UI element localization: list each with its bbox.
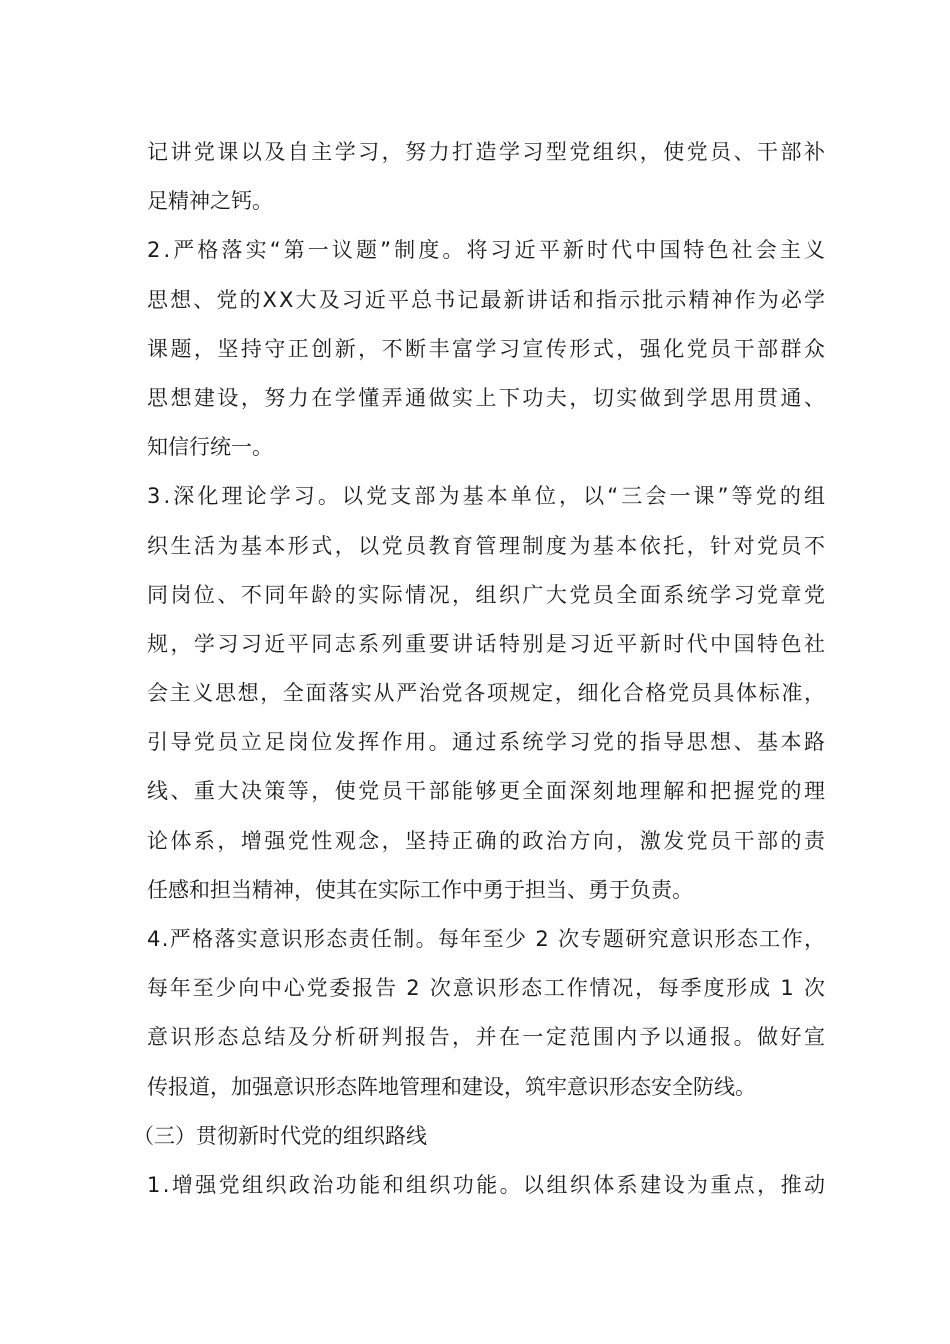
text-line: 1.增强党组织政治功能和组织功能。以组织体系建设为重点，推动 [147,1172,828,1197]
text-line: 引导党员立足岗位发挥作用。通过系统学习党的指导思想、基本路 [147,730,828,755]
text-line: 思想建设，努力在学懂弄通做实上下功夫，切实做到学思用贯通、 [147,385,828,410]
text-line: 2.严格落实“第一议题”制度。将习近平新时代中国特色社会主义 [147,238,829,263]
text-line: 3.深化理论学习。以党支部为基本单位，以“三会一课”等党的组 [147,484,829,509]
text-line: 传报道，加强意识形态阵地管理和建设，筑牢意识形态安全防线。 [147,1074,756,1099]
text-line: 4.严格落实意识形态责任制。每年至少 2 次专题研究意识形态工作， [147,927,827,951]
text-line: 记讲党课以及自主学习，努力打造学习型党组织，使党员、干部补 [147,140,828,164]
text-line: 论体系，增强党性观念，坚持正确的政治方向，激发党员干部的责 [147,828,828,853]
document-body [133,128,829,1210]
text-line: 思想、党的XX大及习近平总书记最新讲话和指示批示精神作为必学 [147,287,828,312]
text-line: 同岗位、不同年龄的实际情况，组织广大党员全面系统学习党章党 [147,582,828,607]
text-line: 足精神之钙。 [147,189,273,214]
text-line: 规，学习习近平同志系列重要讲话特别是习近平新时代中国特色社 [147,631,828,656]
text-line: 意识形态总结及分析研判报告，并在一定范围内予以通报。做好宣 [147,1025,828,1050]
text-line: 会主义思想，全面落实从严治党各项规定，细化合格党员具体标准， [147,681,827,706]
text-line: 织生活为基本形式，以党员教育管理制度为基本依托，针对党员不 [147,533,828,558]
text-line: 线、重大决策等，使党员干部能够更全面深刻地理解和把握党的理 [147,779,828,804]
section-heading: （三）贯彻新时代党的组织路线 [133,1123,427,1148]
text-line: 知信行统一。 [147,435,273,460]
text-line: 每年至少向中心党委报告 2 次意识形态工作情况，每季度形成 1 次 [147,976,827,1001]
text-line: 任感和担当精神，使其在实际工作中勇于担当、勇于负责。 [147,877,693,902]
text-line: 课题，坚持守正创新，不断丰富学习宣传形式，强化党员干部群众 [147,336,828,361]
